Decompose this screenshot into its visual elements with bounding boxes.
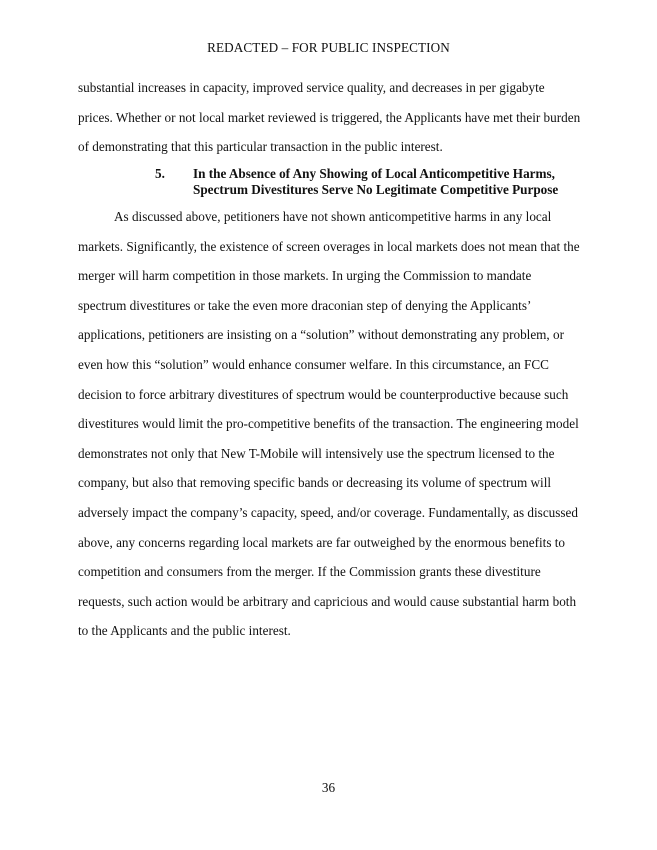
continued-paragraph: substantial increases in capacity, improved service quality, and decreases in per gigabyte prices. Whether or not local market reviewed is triggered, the Applicants have met their burden of demonstrating that this particular transaction in the public interest. xyxy=(78,80,581,155)
main-paragraph xyxy=(78,202,581,646)
main-paragraph-text: As discussed above, petitioners have not shown anticompetitive harms in any local markets. Significantly, the existence of screen overages in local markets does not mean that the merger will harm competition in those markets. In urging the Commission to mandate spectrum divestitures or take the even more draconian step of denying the Applicants’ applications, petitioners are insisting on a “solution” without demonstrating any problem, or even how this “solution” would enhance consumer welfare. In this circumstance, an FCC decision to force arbitrary divestitures of spectrum would be counterproductive because such divestitures would limit the pro-competitive benefits of the transaction. The engineering model demonstrates not only that New T-Mobile will intensively use the spectrum licensed to the company, but also that removing specific bands or decreasing its volume of spectrum will adversely impact the company’s capacity, speed, and/or coverage. Fundamentally, as discussed above, any concerns regarding local markets are far outweighed by the enormous benefits to competition and consumers from the merger. If the Commission grants these divestiture requests, such action would be arbitrary and capricious and would cause substantial harm both to the Applicants and the public interest. xyxy=(78,209,580,639)
section-number: 5. xyxy=(155,166,165,181)
page-header: REDACTED – FOR PUBLIC INSPECTION xyxy=(207,40,450,55)
section-title-line-2: Spectrum Divestitures Serve No Legitimate Competitive Purpose xyxy=(193,182,559,197)
section-title-line-1: In the Absence of Any Showing of Local Anticompetitive Harms, xyxy=(193,166,555,181)
section-title xyxy=(193,166,593,198)
page-number: 36 xyxy=(321,780,336,795)
